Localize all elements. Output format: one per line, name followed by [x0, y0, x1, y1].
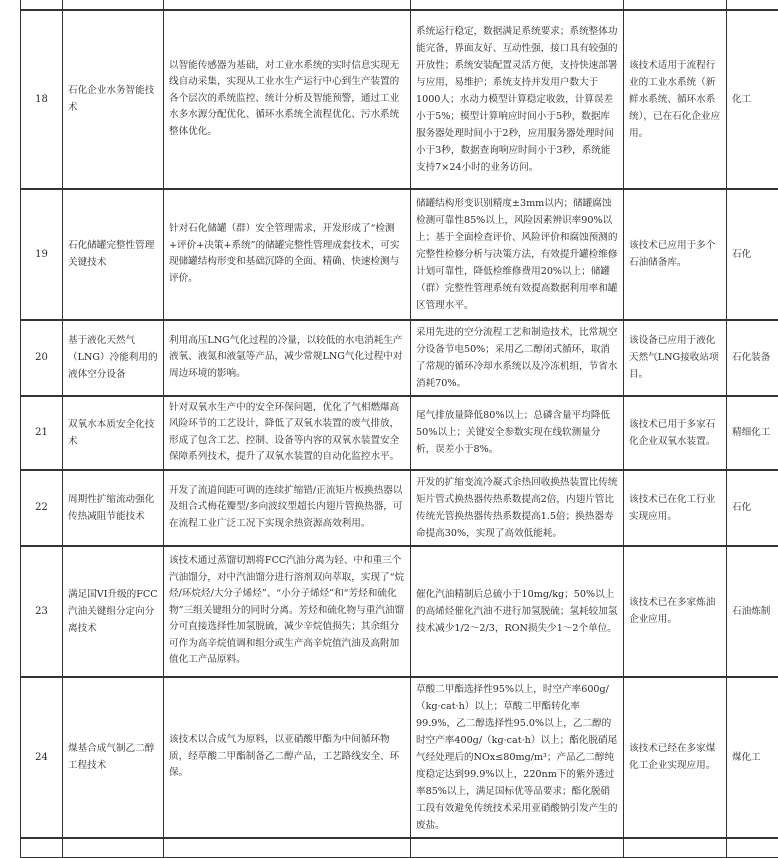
cell-effect: 采用先进的空分流程工艺和制造技术，比常规空分设备节电50%；采用乙二醇闭式循环，取消了常规的循环冷却水系统以及冷冻机组，节省水消耗70%。: [411, 320, 624, 396]
cell-name: 基于液化天然气（LNG）冷能利用的液体空分设备: [63, 320, 164, 396]
cell-name: 满足国VI升级的FCC汽油关键组分定向分离技术: [63, 546, 164, 677]
cell-name: [63, 838, 164, 858]
cell-name: 石化储罐完整性管理关键技术: [63, 189, 164, 320]
table-row: [21, 838, 778, 858]
cell-industry: 石化装备: [727, 320, 778, 396]
cell-scope: 该技术已用于多家石化企业双氧水装置。: [624, 396, 727, 470]
cell-desc: 开发了流道间距可调的连续扩缩错/正流矩片板换热器以及组合式梅花瓣型/多向波纹型超长内翅片管换热器，可在流程工业广泛工况下实现余热资源高效利用。: [164, 470, 411, 546]
cell-effect: 开发的扩缩变流冷凝式余热回收换热装置比传统矩片管式换热器传热系数提高2倍，内翅片管比传统光管换热器传热系数提高1.5倍；换热器寿命提高30%，实现了高效低能耗。: [411, 470, 624, 546]
cell-no: [21, 838, 63, 858]
cell-no: 22: [21, 470, 63, 546]
cell-name: [63, 0, 164, 10]
table-row: [21, 396, 778, 470]
cell-desc: 针对石化储罐（群）安全管理需求，开发形成了“检测+评价+决策+系统”的储罐完整性管理成套技术，可实现储罐结构形变和基础沉降的全面、精确、快速检测与评价。: [164, 189, 411, 320]
cell-industry: [727, 0, 778, 10]
cell-scope: 该技术已在化工行业实现应用。: [624, 470, 727, 546]
cell-no: 20: [21, 320, 63, 396]
cell-industry: 化工: [727, 10, 778, 189]
table-row: [21, 470, 778, 546]
cell-industry: [727, 838, 778, 858]
table-body: [21, 0, 778, 858]
cell-effect: [411, 838, 624, 858]
cell-desc: 该技术通过蒸馏切割将FCC汽油分离为轻、中和重三个汽油馏分，对中汽油馏分进行溶剂双向萃取，实现了“烷烃/环烷烃/大分子烯烃”、“小分子烯烃”和“芳烃和硫化物”三组关键组分的同时分离。芳烃和硫化物与重汽油馏分可直接选择性加氢脱硫，减少辛烷值损失；其余组分可作为高辛烷值调和组分或生产高辛烷值汽油及高附加值化工产品原料。: [164, 546, 411, 677]
cell-industry: 石化: [727, 189, 778, 320]
cell-desc: [164, 0, 411, 10]
cell-effect: 尾气排放量降低80%以上；总磷含量平均降低50%以上；关键安全参数实现在线软测量分析，误差小于8%。: [411, 396, 624, 470]
cell-scope: 该技术已经在多家煤化工企业实现应用。: [624, 677, 727, 838]
cell-effect: 催化汽油精制后总硫小于10mg/kg；50%以上的高烯烃催化汽油不进行加氢脱硫；氢耗较加氢技术减少1/2～2/3，RON损失少1～2个单位。: [411, 546, 624, 677]
cell-desc: 针对双氧水生产中的安全环保问题，优化了气相燃爆高风险环节的工艺设计，降低了双氧水装置的废气排放，形成了包含工艺、控制、设备等内容的双氧水装置安全保障系列技术，提升了双氧水装置的自动化监控水平。: [164, 396, 411, 470]
cell-no: 21: [21, 396, 63, 470]
cell-scope: 该技术已在多家炼油企业应用。: [624, 546, 727, 677]
cell-no: 24: [21, 677, 63, 838]
cell-scope: [624, 0, 727, 10]
cell-industry: 石油炼制: [727, 546, 778, 677]
cell-name: 双氧水本质安全化技术: [63, 396, 164, 470]
cell-effect: [411, 0, 624, 10]
cell-scope: [624, 838, 727, 858]
cell-effect: 储罐结构形变识别精度±3mm以内；储罐腐蚀检测可靠性85%以上，风险因素辨识率90%以上；基于全面检查评价、风险评价和腐蚀预测的完整性检修分析与决策方法，有效提升罐检维修计划可靠性，降低检维修费用20%以上；储罐（群）完整性管理系统有效提高数据利用率和罐区管理水平。: [411, 189, 624, 320]
cell-effect: 系统运行稳定，数据满足系统要求；系统整体功能完备，界面友好、互动性强，接口具有较强的开放性；系统安装配置灵活方便，支持快速部署与应用，易维护；系统支持并发用户数大于1000人；水动力模型计算稳定收敛，计算误差小于5%；模型计算响应时间小于5秒，数据库服务器处理时间小于2秒，应用服务器处理时间小于3秒，数据查询响应时间小于3秒，系统能支持7×24小时的业务访问。: [411, 10, 624, 189]
table-row: [21, 189, 778, 320]
cell-desc: 以智能传感器为基础，对工业水系统的实时信息实现无线自动采集，实现从工业水生产运行中心到生产装置的各个层次的系统监控、统计分析及智能预警，通过工业水多水源分配优化、循环水系统全流程优化、污水系统整体优化。: [164, 10, 411, 189]
cell-name: 石化企业水务智能技术: [63, 10, 164, 189]
cell-no: [21, 0, 63, 10]
table-row: [21, 320, 778, 396]
cell-desc: 利用高压LNG气化过程的冷量，以较低的水电消耗生产液氧、液氮和液氩等产品，减少常规LNG气化过程中对周边环境的影响。: [164, 320, 411, 396]
cell-name: 煤基合成气制乙二醇工程技术: [63, 677, 164, 838]
cell-desc: [164, 838, 411, 858]
cell-desc: 该技术以合成气为原料，以亚硝酸甲酯为中间循环物质，经草酸二甲酯制备乙二醇产品，工艺路线安全、环保。: [164, 677, 411, 838]
cell-scope: 该技术适用于流程行业的工业水系统（新鲜水系统、循环水系统），已在石化企业应用。: [624, 10, 727, 189]
cell-no: 19: [21, 189, 63, 320]
cell-effect: 草酸二甲酯选择性95%以上，时空产率600g/（kg·cat·h）以上；草酸二甲酯转化率99.9%，乙二醇选择性95.0%以上，乙二醇的时空产率400g/（kg·cat·h）以上；酯化脱硝尾气经处理后的NOx≤80mg/m³；产品乙二醇纯度稳定达到99.9%以上，220nm下的紫外透过率85%以上，满足国标优等品要求；酯化脱硝工段有效避免传统技术采用亚硝酸钠引发产生的废盐。: [411, 677, 624, 838]
cell-scope: 该技术已应用于多个石油储备库。: [624, 189, 727, 320]
table-row: [21, 10, 778, 189]
table-row: [21, 546, 778, 677]
cell-industry: 石化: [727, 470, 778, 546]
table-row: [21, 0, 778, 10]
cell-industry: 精细化工: [727, 396, 778, 470]
cell-scope: 该设备已应用于液化天然气LNG接收站项目。: [624, 320, 727, 396]
cell-no: 23: [21, 546, 63, 677]
technology-table: [20, 0, 778, 858]
cell-name: 周期性扩缩流动强化传热减阻节能技术: [63, 470, 164, 546]
table-row: [21, 677, 778, 838]
cell-no: 18: [21, 10, 63, 189]
cell-industry: 煤化工: [727, 677, 778, 838]
